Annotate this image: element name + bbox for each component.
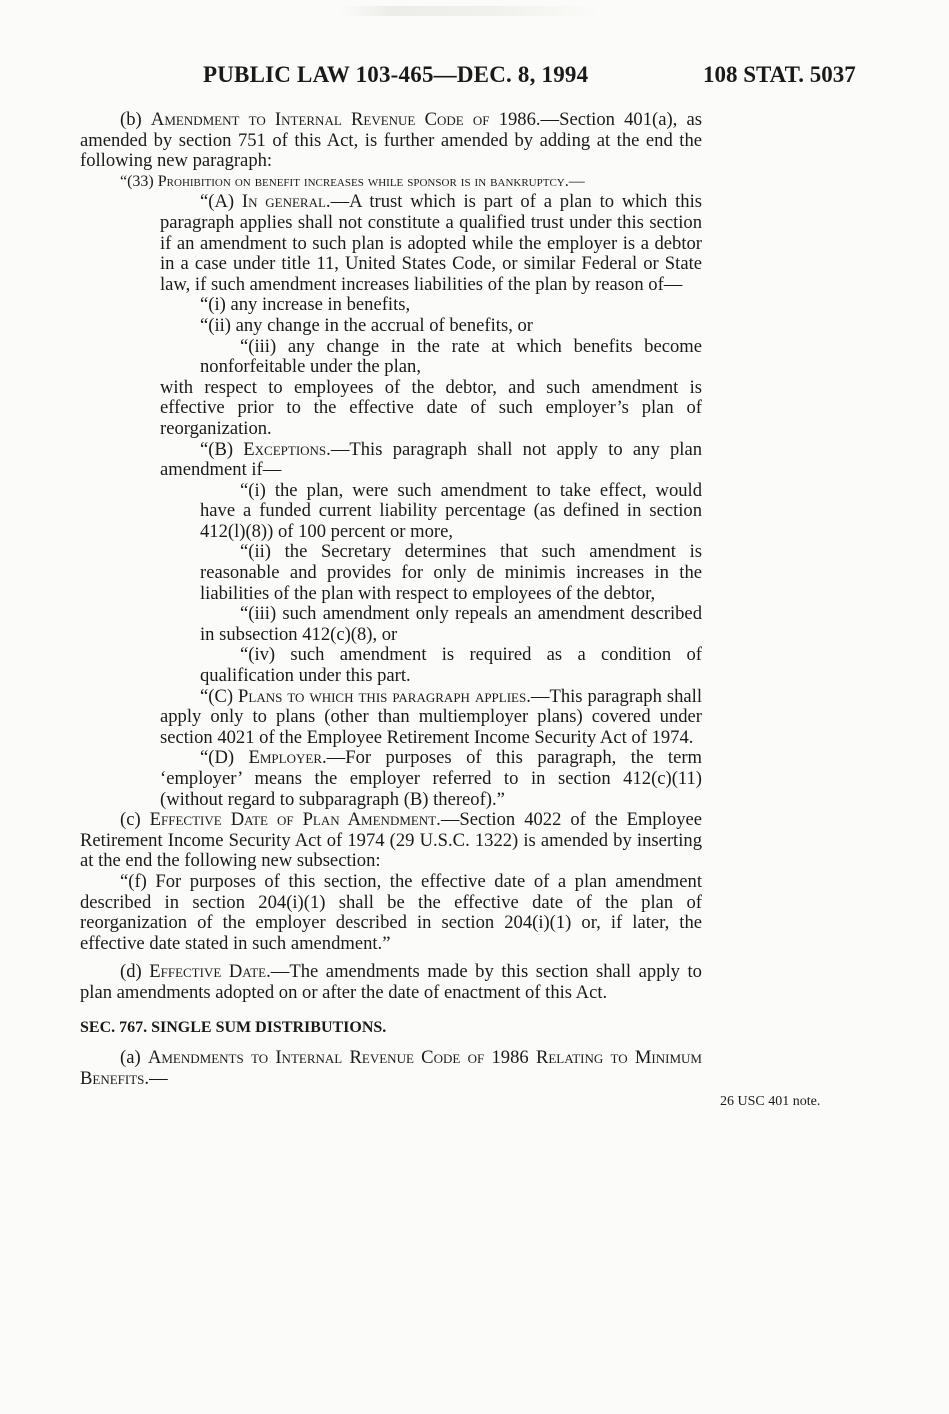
clause-B-iii: “(iii) such amendment only repeals an amendment described in subsection 412(c)(8), or bbox=[200, 603, 702, 645]
clause-B-ii: “(ii) the Secretary determines that such amendment is reasonable and provides for only de minimis increases in the liabilities of the plan with respect to employees of the debtor, bbox=[200, 541, 702, 604]
heading-A: In general. bbox=[241, 191, 331, 213]
subparagraph-B: “(B) Exceptions.—This paragraph shall not apply to any plan amendment if— bbox=[160, 438, 703, 481]
clause-A-ii: “(ii) any change in the accrual of benefits, or bbox=[200, 314, 533, 336]
clause-B-i: “(i) the plan, were such amendment to take effect, would have a funded current liability percentage (as defined in section 412(l)(8)) of 100 percent or more, bbox=[200, 479, 702, 542]
paragraph-d: (d) Effective Date.—The amendments made by this section shall apply to plan amendments adopted on or after the date of enactment of this Act. bbox=[80, 961, 702, 1003]
section-767-heading: SEC. 767. SINGLE SUM DISTRIBUTIONS. bbox=[80, 1018, 387, 1036]
paragraph-33: “(33) Prohibition on benefit increases while sponsor is in bankruptcy.— bbox=[120, 172, 585, 190]
margin-note: 26 USC 401 note. bbox=[720, 1094, 821, 1109]
subparagraph-C: “(C) Plans to which this paragraph applies.—This paragraph shall apply only to plans (other than multiemployer plans) covered under section 4021 of the Employee Retirement Income Security Act of 1974. bbox=[160, 685, 702, 748]
subparagraph-A: “(A) In general.—A trust which is part of a plan to which this paragraph applies shall not constitute a qualified trust under this section if an amendment to such plan is adopted while the employer is a debtor in a case under title 11, United States Code, or similar Federal or State law, if such amendment increases liabilities of the plan by reason of— bbox=[160, 191, 702, 295]
heading-b: Amendment to Internal Revenue Code of 1986. bbox=[150, 109, 541, 130]
running-header bbox=[0, 62, 949, 98]
clause-A-iii: “(iii) any change in the rate at which benefits become nonforfeitable under the plan, bbox=[200, 335, 702, 378]
paragraph-c: (c) Effective Date of Plan Amendment.—Section 4022 of the Employee Retirement Income Security Act of 1974 (29 U.S.C. 1322) is amended by inserting at the end the following new subsection: bbox=[80, 809, 702, 872]
heading-33: Prohibition on benefit increases while sponsor is in bankruptcy. bbox=[157, 172, 569, 190]
subparagraph-D: “(D) Employer.—For purposes of this paragraph, the term ‘employer’ means the employer referred to in section 412(c)(11) (without regard to subparagraph (B) thereof).” bbox=[160, 747, 702, 810]
subsection-f: “(f) For purposes of this section, the effective date of a plan amendment described in section 204(i)(1) shall be the effective date of the plan of reorganization of the employer described in section 204(i)(1) or, if later, the effective date stated in such amendment.” bbox=[80, 870, 702, 954]
heading-D: Employer. bbox=[248, 747, 327, 769]
clause-B-iv: “(iv) such amendment is required as a condition of qualification under this part. bbox=[200, 644, 702, 687]
heading-d: Effective Date. bbox=[149, 961, 271, 983]
body-text bbox=[80, 110, 702, 1089]
heading-B: Exceptions. bbox=[243, 438, 331, 460]
header-public-law: PUBLIC LAW 103-465—DEC. 8, 1994 bbox=[203, 62, 589, 87]
header-stat-page: 108 STAT. 5037 bbox=[703, 62, 856, 87]
heading-a: Amendments to Internal Revenue Code of 1986 Relating to Minimum Benefits. bbox=[80, 1047, 702, 1089]
scan-artifact bbox=[340, 6, 600, 16]
clause-A-i: “(i) any increase in benefits, bbox=[200, 294, 411, 316]
paragraph-b: (b) Amendment to Internal Revenue Code of 1986.—Section 401(a), as amended by section 751 of this Act, is further amended by adding at the end the following new paragraph: bbox=[80, 109, 702, 172]
subparagraph-A-continuation: with respect to employees of the debtor, and such amendment is effective prior to the effective date of such employer’s plan of reorganization. bbox=[160, 376, 702, 439]
heading-c: Effective Date of Plan Amendment. bbox=[149, 809, 441, 831]
heading-C: Plans to which this paragraph applies. bbox=[238, 685, 531, 707]
paragraph-a: (a) Amendments to Internal Revenue Code of 1986 Relating to Minimum Benefits.— bbox=[80, 1047, 702, 1089]
